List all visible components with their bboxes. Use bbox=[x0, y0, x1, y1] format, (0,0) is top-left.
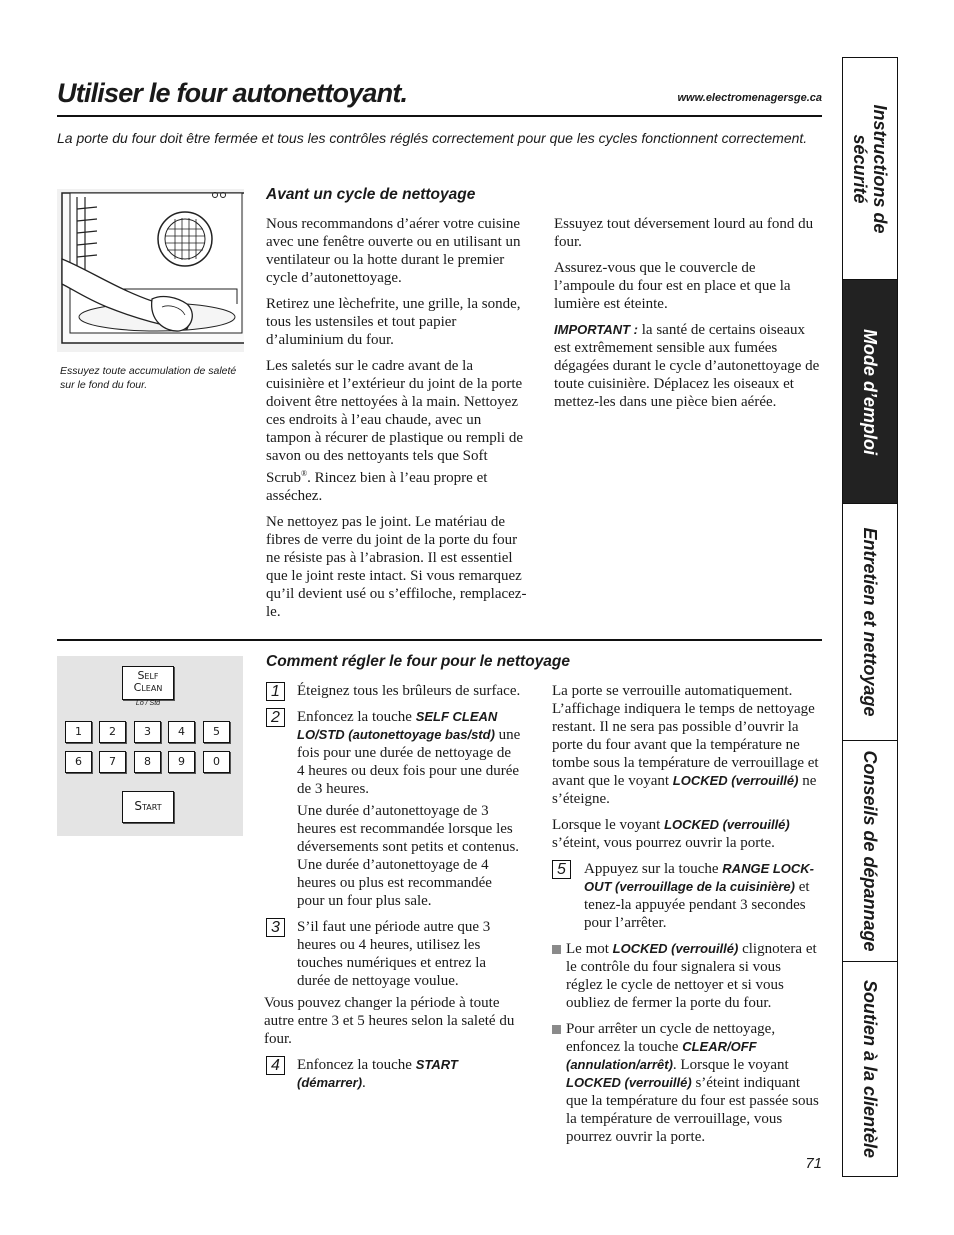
tab-soutien-clientele[interactable]: Soutien à la clientèle bbox=[860, 979, 880, 1159]
key-0: 0 bbox=[203, 751, 230, 773]
start-button: Start bbox=[122, 791, 174, 823]
tab-instructions-securite[interactable]: Instructions de sécurité bbox=[843, 58, 897, 280]
bullet-square bbox=[552, 1025, 561, 1034]
paragraph: Vous pouvez changer la période à toute autre entre 3 et 5 heures selon la saleté du four. bbox=[264, 995, 515, 1047]
registered-mark: ® bbox=[301, 469, 308, 478]
paragraph: Assurez-vous que le couvercle de l’ampoule du four est en place et que la lumière est éteinte. bbox=[554, 260, 791, 312]
key-6: 6 bbox=[65, 751, 92, 773]
section2-column2 bbox=[552, 682, 820, 1154]
step-number: 4 bbox=[266, 1056, 285, 1075]
key-7: 7 bbox=[99, 751, 126, 773]
paragraph: Lorsque le voyant LOCKED (verrouillé) s’éteint, vous pourrez ouvrir la porte. bbox=[552, 817, 790, 851]
step-number: 5 bbox=[552, 860, 571, 879]
website-link[interactable]: www.electromenagersge.ca bbox=[677, 92, 822, 104]
key-8: 8 bbox=[134, 751, 161, 773]
step-number: 1 bbox=[266, 682, 285, 701]
step-5: 5 Appuyez sur la touche RANGE LOCK-OUT (verrouillage de la cuisinière) et tenez-la appuyée pendant 3 secondes pour l’arrêter. bbox=[552, 860, 820, 932]
section2-column1 bbox=[266, 682, 522, 1100]
paragraph: Les saletés sur le cadre avant de la cuisinière et l’extérieur du joint de la porte doivent être nettoyées à la main. Nettoyez ces endroits à l’eau chaude, avec un tampon à récurer de plastique ou rempli de savon ou des nettoyants tels que Soft Scrub®. Rincez bien à l’eau propre et asséchez. bbox=[266, 358, 523, 504]
header-rule bbox=[57, 115, 822, 117]
step-number: 3 bbox=[266, 918, 285, 937]
important-label: IMPORTANT : bbox=[554, 322, 639, 337]
key-1: 1 bbox=[65, 721, 92, 743]
step-number: 2 bbox=[266, 708, 285, 727]
bullet-square bbox=[552, 945, 561, 954]
step-4: 4 Enfoncez la touche START (démarrer). bbox=[266, 1056, 522, 1092]
section1-column2 bbox=[554, 215, 820, 419]
paragraph: Retirez une lèchefrite, une grille, la sonde, tous les ustensiles et tout papier d’aluminium du four. bbox=[266, 296, 521, 348]
section1-column1 bbox=[266, 215, 528, 629]
tab-entretien-nettoyage[interactable]: Entretien et nettoyage bbox=[843, 504, 897, 741]
paragraph: La porte se verrouille automatiquement. L’affichage indiquera le temps de nettoyage restant. Il ne sera pas possible d’ouvrir la porte du four avant que la température ne tombe sous la température de verrouillage et avant que le voyant LOCKED (verrouillé) ne s’éteigne. bbox=[552, 683, 819, 807]
key-2: 2 bbox=[99, 721, 126, 743]
important-note: IMPORTANT : la santé de certains oiseaux est extrêmement sensible aux fumées dégagées durant le cycle d’autonettoyage de toute cuisinière. Déplacez les oiseaux et mettez-les dans une pièce bien aérée. bbox=[554, 322, 820, 410]
step-3: 3 S’il faut une période autre que 3 heures ou 4 heures, utilisez les touches numériques et entrez la durée de nettoyage voulue. bbox=[266, 918, 522, 990]
key-4: 4 bbox=[168, 721, 195, 743]
section-tabs bbox=[842, 57, 898, 1177]
control-panel-illustration bbox=[57, 656, 243, 836]
paragraph: Nous recommandons d’aérer votre cuisine avec une fenêtre ouverte ou en utilisant un ventilateur ou la hotte durant le premier cycle d’autonettoyage. bbox=[266, 216, 521, 286]
paragraph: Ne nettoyez pas le joint. Le matériau de fibres de verre du joint de la porte du four ne résiste pas à l’abrasion. Il est essentiel que le joint reste intact. Si vous remarquez qu’il devient usé ou s’effiloche, remplacez-le. bbox=[266, 514, 527, 620]
key-9: 9 bbox=[168, 751, 195, 773]
section-heading-how-to-set: Comment régler le four pour le nettoyage bbox=[266, 653, 571, 670]
tab-conseils-depannage[interactable]: Conseils de dépannage bbox=[843, 741, 897, 962]
section-heading-before-cleaning: Avant un cycle de nettoyage bbox=[266, 186, 476, 203]
step-2: 2 Enfoncez la touche SELF CLEAN LO/STD (autonettoyage bas/std) une fois pour une durée de nettoyage de 4 heures ou deux fois pour une durée de 3 heures. bbox=[266, 708, 522, 798]
bullet-item: Pour arrêter un cycle de nettoyage, enfoncez la touche CLEAR/OFF (annulation/arrêt). Lorsque le voyant LOCKED (verrouillé) s’éteint indiquant que la température du four est passée sous la température de verrouillage, vous pourrez ouvrir la porte. bbox=[552, 1020, 820, 1146]
bullet-item: Le mot LOCKED (verrouillé) clignotera et le contrôle du four signalera si vous réglez le cycle de nettoyer et si vous oubliez de fermer la porte du four. bbox=[552, 940, 820, 1012]
lo-std-label: Lo / Std bbox=[135, 700, 161, 707]
section-divider bbox=[57, 639, 822, 641]
step-1: 1 Éteignez tous les brûleurs de surface. bbox=[266, 682, 522, 700]
page-title: Utiliser le four autonettoyant. bbox=[57, 78, 408, 108]
figure-caption: Essuyez toute accumulation de saleté sur le fond du four. bbox=[60, 365, 237, 391]
key-3: 3 bbox=[134, 721, 161, 743]
paragraph: Essuyez tout déversement lourd au fond du four. bbox=[554, 216, 814, 250]
tab-mode-emploi[interactable]: Mode d’emploi bbox=[843, 280, 897, 504]
intro-text: La porte du four doit être fermée et tous les contrôles réglés correctement pour que les cycles fonctionnent correctement. bbox=[57, 130, 808, 146]
oven-cleaning-illustration bbox=[57, 189, 244, 352]
page-number: 71 bbox=[805, 1155, 822, 1172]
self-clean-button: Self Clean bbox=[122, 666, 174, 700]
step-2-note: Une durée d’autonettoyage de 3 heures est recommandée lorsque les déversements sont petits et contenus. Une durée d’autonettoyage de 4 heures ou plus est recommandée pour un four plus sale. bbox=[297, 803, 520, 909]
key-5: 5 bbox=[203, 721, 230, 743]
